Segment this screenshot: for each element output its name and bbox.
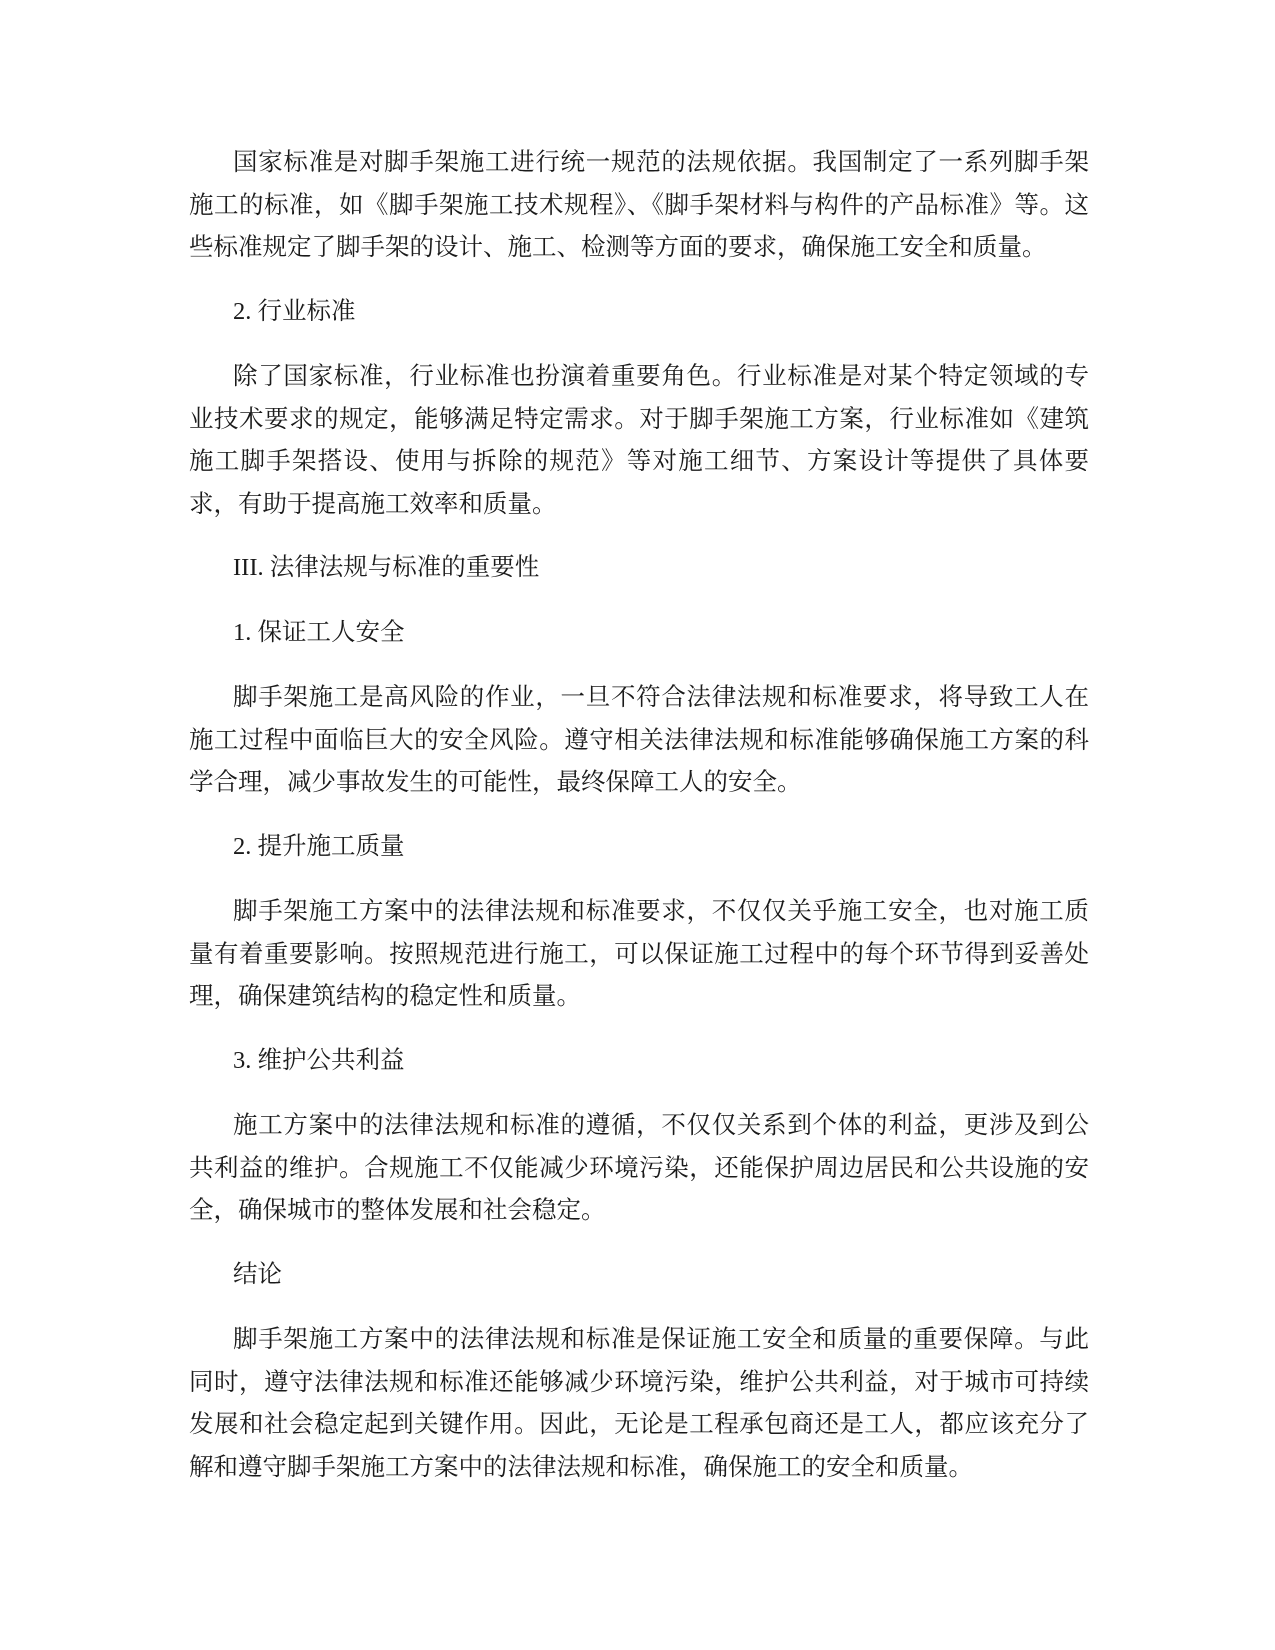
paragraph-conclusion: 脚手架施工方案中的法律法规和标准是保证施工安全和质量的重要保障。与此同时，遵守法律法规和标准还能够减少环境污染，维护公共利益，对于城市可持续发展和社会稳定起到关键作用。因此，无论是工程承包商还是工人，都应该充分了解和遵守脚手架施工方案中的法律法规和标准，确保施工的安全和质量。 [189, 1324, 1089, 1481]
paragraph-construction-quality: 脚手架施工方案中的法律法规和标准要求，不仅仅关乎施工安全，也对施工质量有着重要影响。按照规范进行施工，可以保证施工过程中的每个环节得到妥善处理，确保建筑结构的稳定性和质量。 [189, 896, 1089, 1010]
document-body [189, 141, 1089, 1510]
paragraph-worker-safety: 脚手架施工是高风险的作业，一旦不符合法律法规和标准要求，将导致工人在施工过程中面临巨大的安全风险。遵守相关法律法规和标准能够确保施工方案的科学合理，减少事故发生的可能性，最终保障工人的安全。 [189, 682, 1089, 796]
paragraph-public-interest: 施工方案中的法律法规和标准的遵循，不仅仅关系到个体的利益，更涉及到公共利益的维护。合规施工不仅能减少环境污染，还能保护周边居民和公共设施的安全，确保城市的整体发展和社会稳定。 [189, 1110, 1089, 1224]
heading-importance: III. 法律法规与标准的重要性 [233, 554, 540, 581]
heading-construction-quality: 2. 提升施工质量 [233, 832, 405, 860]
heading-public-interest: 3. 维护公共利益 [233, 1046, 405, 1074]
paragraph-industry-standards: 除了国家标准，行业标准也扮演着重要角色。行业标准是对某个特定领域的专业技术要求的规定，能够满足特定需求。对于脚手架施工方案，行业标准如《建筑施工脚手架搭设、使用与拆除的规范》等对施工细节、方案设计等提供了具体要求，有助于提高施工效率和质量。 [189, 361, 1089, 518]
heading-industry-standards: 2. 行业标准 [233, 297, 356, 325]
heading-worker-safety: 1. 保证工人安全 [233, 618, 405, 646]
paragraph-national-standards: 国家标准是对脚手架施工进行统一规范的法规依据。我国制定了一系列脚手架施工的标准，如《脚手架施工技术规程》、《脚手架材料与构件的产品标准》等。这些标准规定了脚手架的设计、施工、检测等方面的要求，确保施工安全和质量。 [189, 147, 1089, 261]
heading-conclusion: 结论 [233, 1260, 282, 1288]
